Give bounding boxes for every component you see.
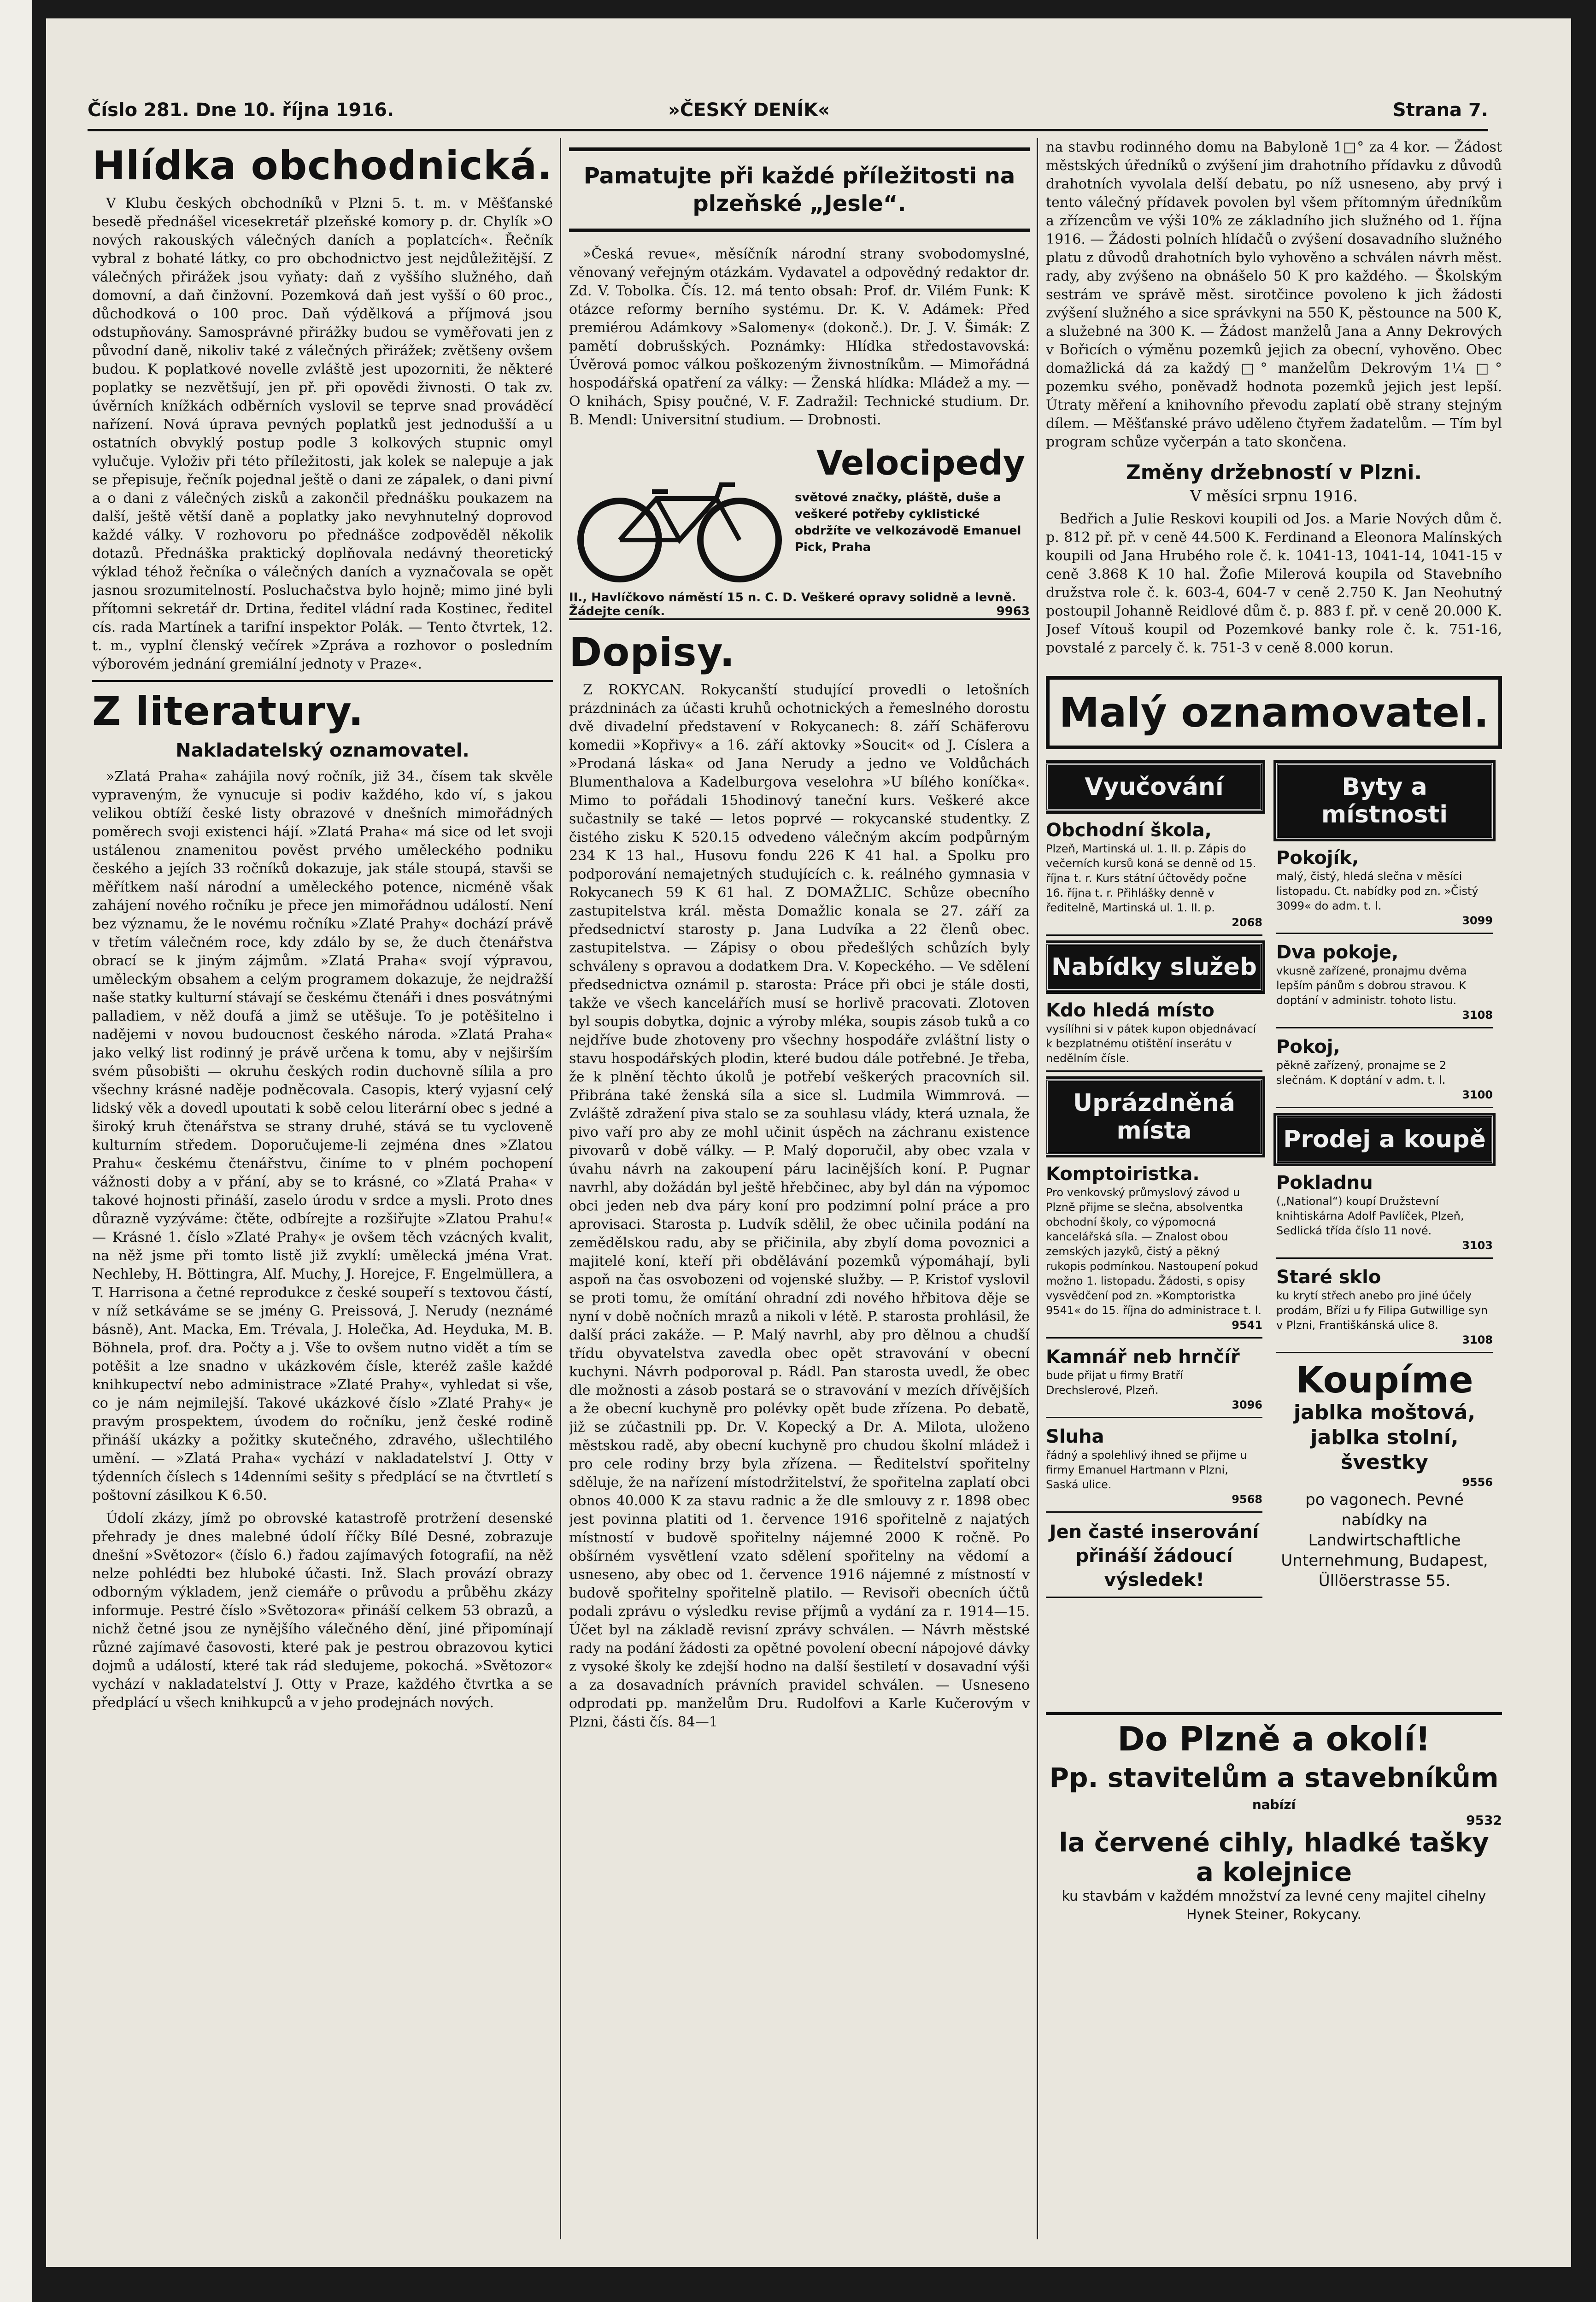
page-number: Strana 7.	[1392, 100, 1488, 121]
ad-kdo-hleda	[1046, 999, 1262, 1072]
jesle-box: Pamatujte při každé příležitosti na plzeňské „Jesle“.	[569, 147, 1030, 232]
ad-number: 3100	[1462, 1088, 1493, 1101]
header-byty: Byty a místnosti	[1276, 763, 1493, 839]
ad-pokoj	[1276, 1036, 1493, 1108]
ad-komptoiristka	[1046, 1163, 1262, 1339]
velocipedy-number: 9963	[996, 605, 1030, 618]
classifieds-right	[1276, 763, 1493, 1603]
classifieds-left	[1046, 763, 1262, 1605]
left-page-edge	[0, 0, 32, 2302]
ad-text: vysílíhni si v pátek kupon objednávací k bezplatnému otištění inserátu v nedělním čísle.	[1046, 1022, 1256, 1065]
ad-number: 9556	[1462, 1476, 1493, 1489]
ad-title: Kdo hledá místo	[1046, 1000, 1215, 1021]
ad-title: Staré sklo	[1276, 1267, 1381, 1288]
ad-title: Pokojík,	[1276, 847, 1359, 869]
domazlice-continuation: na stavbu rodinného domu na Babyloně 1□° za 4 kor. — Žádost městských úředníků o zvýšení jim drahotního přídavku z důvodů drahotních vyvolala delší debatu, po níž usneseno, aby prvý i tento válečný přídavek povolen byl všem přítomným úředníkům a zřízencům ve výši 10% ze základního jich služného od 1. října 1916. — Žádosti polních hlídačů o zvýšení dosavadního služného platu z důvodů drahotních bylo vyhověno a schválen návrh měst. rady, aby zvýšeno na obnášelo 50 K pro každého. — Školským sestrám ve správě měst. sirotčince povoleno k jich žádosti zvýšení služného a sice správkyni na 550 K, pěstounce na 500 K, a služebné na 300 K. — Žádost manželů Jana a Anny Dekrových v Bořicích o výměnu pozemků jejich za obecní, vyhověno. Obec domažlická dá za každý □° manželům Dekrovým 1¼ □° pozemku svého, poněvadž hodnota pozemků jejich jest lepší. Útraty měření a knihovního převodu zaplatí obě strany stejným dílem. — Měšťanské právo uděleno čtyřem žadatelům. — Tím byl program schůze vyčerpán a tato skončena.	[1046, 139, 1502, 450]
ad-pokladnu	[1276, 1172, 1493, 1259]
ad-text: Pro venkovský průmyslový závod u Plzně přijme se slečna, absolventka obchodní školy, co výpomocná kancelářská síla. — Znalost obou zemských jazyků, čistý a pěkný rukopis podmínkou. Nastoupení pokud možno 1. listopadu. Žádosti, s opisy vysvědčení pod zn. »Komptoristka 9541« do 15. října do administrace t. l.	[1046, 1186, 1262, 1317]
udoli-zkazy-article: Údolí zkázy, jímž po obrovské katastrofě protržení desenské přehrady je dnes malebné údolí říčky Bílé Desné, zobrazuje dnešní »Světozor« (číslo 6.) řadou zajímavých fotografií, na něž nelze pohlédti bez hluboké účasti. Inž. Slach provází obrazy odborným výkladem, jenž ciemáře o průvodu a průběhu zkázy informuje. Pestré číslo »Světozora« přináší celkem 53 obrazů, a nichž četné jsou ze nynějšího válečného dění, jiné připomínají různé zajímavé časovosti, které pak je pestrou obrazovou kytici dojmů a událostí, které tak rád sledujeme, pokochá. »Světozor« vychází v nakladatelství J. Otty v Praze, každého čtvrtka a se předplácí u všech knihkupců a v jeho prodejnách nových.	[92, 1510, 553, 1711]
ad-number: 3099	[1462, 914, 1493, 927]
ad-tip: Jen časté inserování přináší žádoucí výsledek!	[1046, 1520, 1262, 1598]
velocipedy-ad	[569, 439, 1030, 620]
footer-line2: Pp. stavitelům a stavebníkům	[1049, 1762, 1499, 1793]
velocipedy-address-text: II., Havlíčkovo náměstí 15 n. C. D. Veškeré opravy solidně a levně. Žádejte ceník.	[569, 591, 1016, 618]
paper-title: »ČESKÝ DENÍK«	[668, 100, 830, 121]
header-prodej-koupe: Prodej a koupě	[1276, 1116, 1493, 1163]
ad-koupime	[1276, 1361, 1493, 1596]
zmeny-heading: Změny držebností v Plzni.	[1126, 461, 1422, 484]
ad-title: Pokoj,	[1276, 1036, 1340, 1057]
column-1	[92, 138, 553, 2253]
footer-line4: ku stavbám v každém množství za levné ceny majitel cihelny Hynek Steiner, Rokycany.	[1062, 1888, 1486, 1923]
section-heading-dopisy: Dopisy.	[569, 629, 735, 675]
koupime-text: po vagonech. Pevné nabídky na Landwirtschaftliche Unternehmung, Budapest, Üllöerstrasse 55.	[1281, 1491, 1488, 1590]
column-rule	[560, 138, 561, 2239]
classifieds	[1046, 763, 1502, 1712]
footer-nabizi: nabízí	[1252, 1797, 1296, 1812]
ad-kamnar	[1046, 1346, 1262, 1418]
ad-number: 3108	[1462, 1333, 1493, 1346]
ad-text: bude přijat u firmy Bratří Drechslerové, Plzeň.	[1046, 1369, 1183, 1397]
ad-text: ku krytí střech anebo pro jiné účely prodám, Břízi u fy Filipa Gutwillige syn v Plzni, Františkánská ulice 8.	[1276, 1289, 1488, 1332]
header-vyucovani: Vyučování	[1046, 763, 1262, 811]
section-heading-literatura: Z literatury.	[92, 688, 364, 734]
ceska-revue-article: »Česká revue«, měsíčník národní strany svobodomyslné, věnovaný veřejným otázkám. Vydavatel a odpovědný redaktor dr. Zd. V. Tobolka. Čís. 12. má tento obsah: Prof. dr. Vilém Funk: K otázce reformy berního systému. Dr. K. V. Adámek: Před premiérou Adámkovy »Salomeny« (dokonč.). Dr. J. V. Šimák: Z pamětí dobrušských. Poznámky: Hlídka středostavovská: Úvěrová pomoc válkou poškozeným živnostníkům. — Mimořádná hospodářská opatření za války: — Ženská hlídka: Mládež a my. — O knihách, Spisy poučné, V. F. Zadražil: Technické studium. Dr. B. Mendl: Universitní studium. — Drobnosti.	[569, 246, 1030, 428]
ad-text: („National“) koupí Družstevní knihtiskárna Adolf Pavlíček, Plzeň, Sedlická třída číslo 11 nové.	[1276, 1195, 1464, 1237]
dopisy-article: Z ROKYCAN. Rokycanští studující provedli o letošních prázdninách za účasti kruhů ochotnických a řemeslného dorostu dvě divadelní představení v Rokycanech: 8. září Schäferovu komedii »Kopřivy« a 16. září aktovky »Soucit« od J. Císlera a »Prodaná láska« od Jana Nerudy a jedno ve Voldůchách Blumenthalova a Kadelburgova veselohra »U bílého koníčka«. Mimo to pořádali 15hodinový taneční kurs. Veškeré akce sučastnily se také — letos poprvé — rokycanské studentky. Z čistého zisku K 520.15 odvedeno válečným akcím podpůrným 234 K 13 hal., Husovu fondu 226 K 41 hal. a Spolku pro podporování nemajetných studujících c. k. reálného gymnasia v Rokycanech 59 K 61 hal. Z DOMAŽLIC. Schůze obecního zastupitelstva král. města Domažlic konala se 27. září za předsednictví starosty p. Jana Ludvíka a 22 členů obec. zastupitelstva. — Zápisy o obou předešlých schůzích byly schváleny s opravou a dodatkem Dra. V. Kopeckého. — Ve sdělení předsednictva oznámil p. starosta: Práce při obci je stále dosti, takže ve všech kancelářích musí se horlivě pracovati. Zlotoven byl soupis dobytka, dojnic a výroby mléka, soupis zásob tuků a co nejdříve bude zhotoveny pro všechny hospodáře zvláštní listy o stavu hospodářských plodin, které budou dále potřebné. Je třeba, že k plnění těchto úkolů je potřebí veškerých pracovních sil. Přibrána také ženská síla a sice sl. Ludmila Wimmrová. — Zvláště zdražení piva stalo se za souhlasu vlády, která uznala, že pivo vaří pro aby ze mohl učinit úspěch na záchranu existence pivovarů v době války. — P. Malý doporučil, aby obec vzala v úvahu návrh na zakoupení páru lacinějších koní. P. Pugnar navrhl, aby dožádán byl ještě hřebčinec, aby byl dán na výpomoc obci jeden neb dva páry koní pro podzimní polní práce a pro aprovisaci. Starosta p. Ludvík sdělil, že obec učinila podání na zemědělskou radu, aby se přičinila, aby zbylí doma povoznici a majitelé koní, kteří při obdělávání pozemků výpomáhají, byli aspoň na čas osvobozeni od vojenské služby. — P. Kristof vyslovil se proti tomu, že omítání ohradní zdi nového hřbitova děje se nyní v době nočních mrazů a nikoli v létě. P. starosta prohlásil, že další práci zakáže. — P. Malý navrhl, aby pro dělnou a chudší třídu obyvatelstva zavedla obec opět stravování v obecní kuchyni. Návrh podporoval p. Rádl. Pan starosta uvedl, že obec dle možnosti a zásob postará se o stravování v mezích dřívějších a že obecní kuchyně pro polévky opět bude zřízena. Po debatě, již se zúčastnili pp. Dr. V. Kopecký a Dr. A. Milota, uloženo městskou radě, aby obecní kuchyně pro chudou školní mládež i pro cele rodiny brzy byla zřízena. — Ředitelství spořitelny sděluje, že na nařízení místodržitelství, že spořitelna zaplatí obci obnos 40.000 K za stavu radnic a že dle smlouvy z r. 1898 obec jest povinna platiti od 1. července 1916 spořitelně z najatých místností v budově spořitelny nájemné 2000 K ročně. Po obšírném vysvětlení vzato sdělení spořitelny na vědomí a usneseno, aby obec od 1. července 1916 nájemné z místností v budově spořitelny spořitelně platilo. — Revisoři obecních účtů podali zprávu o výsledku revise příjmů a vydání za r. 1914—15. Účet byl na základě revisní zprávy schválen. — Návrh městské rady na podání žádosti za opětné povolení obecní nápojové dávky z vysoké školy ke zdejší hodno na další šestiletí v dosavadní výši a za dosavadních právních pravidel schválen. — Usneseno odprodati pp. manželům Dru. Rudolfovi a Karle Kučerovým v Plzni, části čís. 84—1	[569, 682, 1030, 1730]
ad-title: Komptoiristka.	[1046, 1163, 1200, 1185]
ad-title: Kamnář neb hrnčíř	[1046, 1346, 1240, 1368]
klub-article: V Klubu českých obchodníků v Plzni 5. t. m. v Měšťanské besedě přednášel vicesekretář plzeňské komory p. dr. Chylík »O nových rakouských válečných daních a poplatcích«. Řečník vybral z bohaté látky, co pro obchodnictvo jest nejdůležitější. Z válečných přirážek jsou vyňaty: daň z vyššího služného, daň domovní, a daň činžovní. Pozemková daň jest vyšší o 60 proc., důchodková o 100 proc. Daň výdělková a příjmová jsou odstupňovány. Samosprávné přirážky budou se vyměřovati jen z původní daně, nikoliv také z válečných přirážek; zvětšeny ovšem budou. K poplatkové novelle zvláště jest upozorniti, že některé poplatky se nezvětšují, jen př. při opovědi živnosti. O tak zv. úvěrních knížkách odběrních vyslovil se teprve snad prováděcí nařízení. Nová úprava pevných poplatků jest jednodušší a u ostatních obvyklý postup podle 3 kolkových stupnic omyl vylučuje. Vyloživ při této příležitosti, jak kolek se nalepuje a jak se přepisuje, řečník pojednal ještě o dani ze zápalek, o dani pivní a o dani z válečných zisků a zakončil přednášku poukazem na další, ještě větší daně a poplatky jako nevyhnutelný doprovod každé války. V rozhovoru po přednášce zodpověděl několik dotazů. Přednáška praktický doplňovala nedávný theoretický výklad téhož řečníka o válečných daních a vyznačovala se opět jasnou srozumitelností. Posluchačstva bylo hojně; mimo jiné byli přítomni sekretář dr. Drtina, ředitel vládní rada Kostinec, ředitel cís. rada Martínek a tarifní inspektor Polák. — Tento čtvrtek, 12. t. m., vyplní členský večírek »Zpráva a rozhovor o posledním výborovém jednání gremiální jednoty v Praze«.	[92, 195, 553, 672]
column-3	[1046, 138, 1502, 2253]
ad-number: 3096	[1232, 1398, 1262, 1411]
ad-title: Sluha	[1046, 1426, 1104, 1447]
ad-title: Dva pokoje,	[1276, 942, 1399, 963]
header-nabidky-sluzeb: Nabídky služeb	[1046, 943, 1262, 991]
ad-dva-pokoje	[1276, 941, 1493, 1028]
maly-oznamovatel-banner: Malý oznamovatel.	[1046, 676, 1502, 749]
subheading-oznamovatel: Nakladatelský oznamovatel.	[176, 740, 469, 761]
ad-number: 3108	[1462, 1009, 1493, 1022]
ad-number: 2068	[1232, 916, 1262, 929]
zmeny-date: V měsíci srpnu 1916.	[1190, 487, 1358, 505]
ad-text: malý, čistý, hledá slečna v měsíci listopadu. Ct. nabídky pod zn. »Čistý 3099« do adm. t. l.	[1276, 870, 1479, 912]
bicycle-icon	[569, 480, 790, 586]
ad-obchodni-skola	[1046, 819, 1262, 936]
column-rule	[1037, 138, 1038, 2239]
footer-number: 9532	[1466, 1813, 1502, 1828]
header-uprazdnena-mista: Uprázdněná místa	[1046, 1079, 1262, 1155]
ad-text: Plzeň, Martinská ul. 1. II. p. Zápis do večerních kursů koná se denně od 15. října t. r. Kurs státní účtovědy počne 16. října t. r. Přihlášky denně v ředitelně, Martinská ul. 1. II. p.	[1046, 842, 1256, 914]
velocipedy-title: Velocipedy	[816, 443, 1025, 483]
ad-number: 9541	[1232, 1319, 1262, 1332]
footer-line3: la červené cihly, hladké tašky a kolejnice	[1059, 1828, 1489, 1887]
zmeny-article: Bedřich a Julie Reskovi koupili od Jos. a Marie Nových dům č. p. 812 př. př. v ceně 44.500 K. Ferdinand a Eleonora Malínských koupili od Jana Hrubého role č. k. 1041-13, 1041-14, 1041-15 v ceně 3.868 K 10 hal. Žofie Milerová koupila od Stavebního družstva role č. k. 603-4, 604-7 v ceně 2.750 K. Jan Neohutný postoupil Johanně Reidlové dům č. p. 883 f. př. v ceně 20.000 K. Josef Vítouš koupil od Pozemkové banky role č. k. 751-16, povstalé z parcely č. k. 751-3 v ceně 8.000 korun.	[1046, 511, 1502, 656]
ad-stare-sklo	[1276, 1266, 1493, 1353]
velocipedy-address	[569, 591, 1030, 618]
ad-number: 3103	[1462, 1239, 1493, 1252]
ad-title: Pokladnu	[1276, 1172, 1373, 1193]
ad-title: Obchodní škola,	[1046, 820, 1212, 841]
column-2	[569, 138, 1030, 2253]
velocipedy-text: světové značky, pláště, duše a veškeré potřeby cyklistické obdržíte ve velkozávodě Emanuel Pick, Praha	[795, 491, 1021, 554]
ad-number: 9568	[1232, 1493, 1262, 1506]
koupime-title: Koupíme	[1296, 1360, 1473, 1401]
koupime-sub: jablka moštová, jablka stolní, švestky	[1293, 1401, 1476, 1474]
ad-text: pěkně zařízený, pronajme se 2 slečnám. K doptání v adm. t. l.	[1276, 1059, 1447, 1086]
ad-sluha	[1046, 1426, 1262, 1513]
footer-line1: Do Plzně a okolí!	[1117, 1720, 1431, 1758]
ad-pokojik	[1276, 847, 1493, 934]
section-heading-hlidka: Hlídka obchodnická.	[92, 143, 553, 189]
footer-ad	[1046, 1712, 1502, 1924]
issue-info: Číslo 281. Dne 10. října 1916.	[88, 100, 394, 121]
masthead	[88, 97, 1488, 131]
zlata-praha-article: »Zlatá Praha« zahájila nový ročník, již 34., čísem tak skvěle vypraveným, že vynucuje si podiv každého, kdo ví, s jakou velikou obtíží české listy obrazové v dnešních mimořádných poměrech svoji existenci hájí. »Zlatá Praha« má sice od let svoji ustálenou znamenitou pověst prvého uměleckého podniku českého a jejích 33 ročníků dokazuje, jak stále stoupá, stavši se měřítkem naší národní a uměleckého potence, nicméně však zahájení nového ročníku je přece jen mimořádnou událostí. Není bez významu, že le novému ročníku »Zlaté Prahy« dochází právě v třetím válečném roce, kdy zdálo by se, že duch čtenářstva obrací se k jiným zájmům. »Zlatá Praha« svojí výpravou, uměleckým obsahem a celým programem dokazuje, že nejdražší naše statky kulturní stávají se českému čtenáři i dnes posvátnými palladiem, v něž doufá a jimž se utěšuje. To je potěšitelno i nadějemi v novou budoucnost českého národa. »Zlatá Praha« jako velký list rodinný je právě určena k tomu, aby v nejširším svém působišti — okruhu českých rodin duchovně sílila a pro všechny krásné naděje podněcovala. Casopis, který vyjasní celý lidský věk a dovedl upoutati k sobě celou literární obec s jedné a široký kruh čtenářstva se strany druhé, stává se tu vycloveně kulturním středem. Doporučujeme-li zejména dnes »Zlatou Prahu« českému čtenářstvu, činíme to v plném pochopení vážnosti doby a v přání, aby se to krásné, co »Zlatá Praha« v takové hojnosti přináší, zaselo úrodu v srdce a mysli. Proto dnes důrazně vyzýváme: čtěte, odbírejte a rozšiřujte »Zlatou Prahu!« — Krásné 1. číslo »Zlaté Prahy« je ovšem těch vzácných kvalit, na něž jsme při tomto listě již zvyklí: umělecká jména Vrat. Nechleby, H. Böttingra, Alf. Muchy, J. Horejce, F. Engelmüllera, a T. Harrisona a četné reprodukce z české soupeří s textovou částí, v níž setkáváme se se jmény G. Preissová, J. Nerudy (neznámé básně), Ant. Macka, Em. Trévala, J. Holečka, Ad. Heyduka, M. B. Böhnela, prof. dra. Počty a j. Vše to ovšem nutno vidět a tím se potěšit a lze snadno v ukázkovém čísle, kteréž zašle každé knihkupectví nebo administrace »Zlaté Prahy«, vyhledat si vše, co je nám nejmilejší. Takové ukázkové číslo »Zlaté Prahy« je pravým prospektem, úvodem do ročníku, jenž české rodině přináší ukázky a požitky skutečného, zdravého, ušlechtilého umění. — »Zlatá Praha« vychází v nakladatelství J. Otty v týdenních číslech s 14denními sešity s předplácí se na čtvrtletí s poštovní zásilkou K 6.50.	[92, 769, 553, 1503]
ad-text: vkusně zařízené, pronajmu dvěma lepším pánům s dobrou stravou. K doptání v administr. tohoto listu.	[1276, 964, 1467, 1007]
ad-text: řádný a spolehlivý ihned se přijme u firmy Emanuel Hartmann v Plzni, Saská ulice.	[1046, 1449, 1247, 1491]
